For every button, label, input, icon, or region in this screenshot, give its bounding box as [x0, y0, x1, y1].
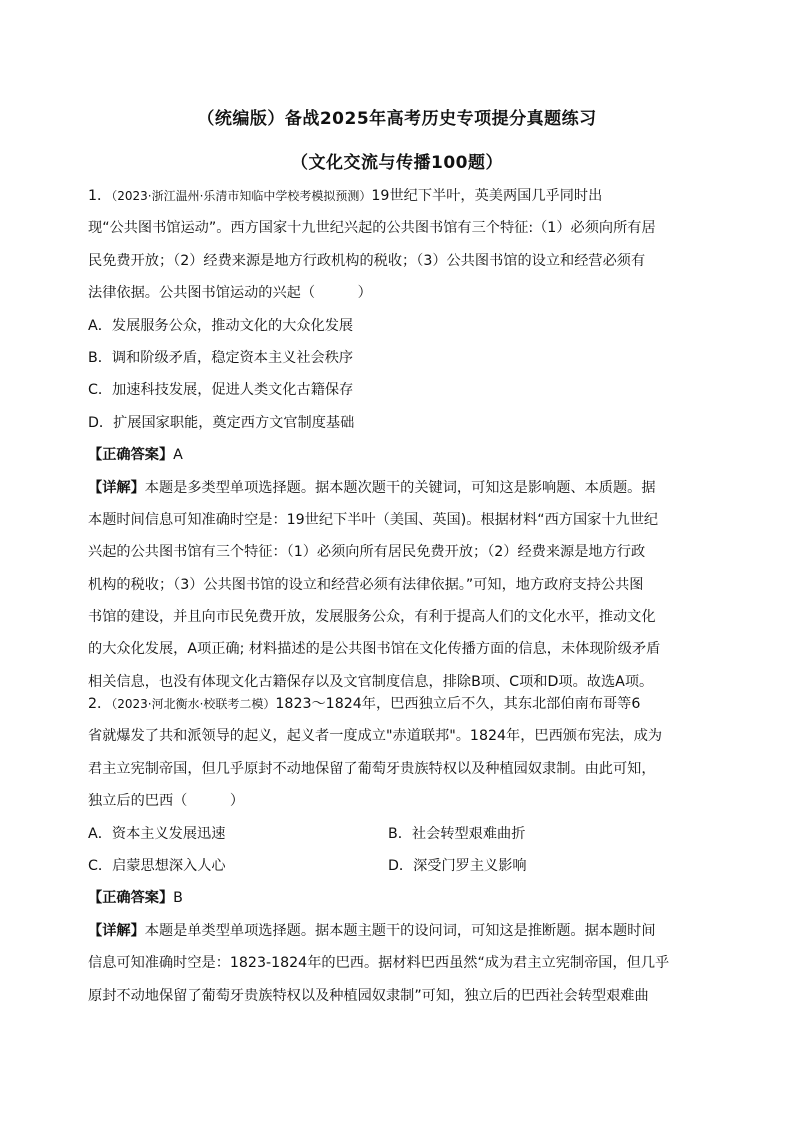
question-stem-line: 现“公共图书馆运动”。西方国家十九世纪兴起的公共图书馆有三个特征:（1）必须向所有居 [88, 220, 656, 237]
question-2 [88, 688, 698, 1012]
option-b: B．调和阶级矛盾，稳定资本主义社会秩序 [88, 349, 354, 366]
explanation-line: 本题时间信息可知准确时空是：19世纪下半叶（美国、英国)。根据材料“西方国家十九世纪 [88, 511, 659, 528]
answer-value: B [173, 890, 183, 907]
question-stem-line: 君主立宪制帝国，但几乎原封不动地保留了葡萄牙贵族特权以及种植园奴隶制。由此可知， [88, 760, 656, 777]
explanation-first-line [88, 472, 698, 504]
question-stem-text: 1823～1824年，巴西独立后不久，其东北部伯南布哥等6 [275, 696, 641, 712]
options-row-2 [88, 850, 698, 882]
explanation-line: 的大众化发展，A项正确; 材料描述的是公共图书馆在文化传播方面的信息，未体现阶级矛盾 [88, 641, 661, 658]
document-subtitle: （文化交流与传播100题） [291, 153, 503, 173]
question-stem-line: 省就爆发了共和派领导的起义，起义者一度成立"赤道联邦"。1824年，巴西颁布宪法，成为 [88, 728, 663, 745]
explanation-text: 本题是单类型单项选择题。据本题主题干的设问词，可知这是推断题。据本题时间 [144, 922, 656, 939]
explanation-first-line [88, 915, 698, 947]
document-title: （统编版）备战2025年高考历史专项提分真题练习 [197, 109, 597, 129]
explanation-text: 本题是多类型单项选择题。据本题次题干的关键词，可知这是影响题、本质题。据 [144, 479, 656, 496]
question-source: （2023·河北衡水·校联考二模） [111, 697, 276, 711]
question-number: 2． [88, 696, 112, 712]
option-d: D．深受门罗主义影响 [388, 857, 527, 874]
question-source: （2023·浙江温州·乐清市知临中学校考模拟预测） [111, 189, 372, 203]
option-c: C．启蒙思想深入人心 [88, 857, 226, 874]
answer-label: 【正确答案】 [88, 447, 174, 464]
question-1-first-line [88, 180, 698, 212]
question-stem-line: 法律依据。公共图书馆运动的兴起（ ） [88, 285, 372, 302]
option-c: C．加速科技发展，促进人类文化古籍保存 [88, 382, 354, 399]
answer-label: 【正确答案】 [88, 890, 174, 907]
explanation-label: 【详解】 [88, 922, 145, 939]
options-row-1 [88, 818, 698, 850]
option-a: A．资本主义发展迅速 [88, 825, 226, 842]
option-b: B．社会转型艰难曲折 [388, 825, 526, 842]
explanation-line: 书馆的建设，并且向市民免费开放，发展服务公众，有利于提高人们的文化水平，推动文化 [88, 609, 656, 626]
correct-answer [88, 882, 698, 914]
correct-answer [88, 439, 698, 471]
explanation-line: 原封不动地保留了葡萄牙贵族特权以及种植园奴隶制”可知，独立后的巴西社会转型艰难曲 [88, 987, 649, 1004]
question-stem-line: 独立后的巴西（ ） [88, 793, 245, 810]
question-stem-text: 19世纪下半叶，英美两国几乎同时出 [371, 188, 603, 204]
question-1 [88, 180, 698, 698]
question-2-first-line [88, 688, 698, 720]
question-number: 1． [88, 188, 112, 204]
option-a: A．发展服务公众，推动文化的大众化发展 [88, 317, 354, 334]
explanation-line: 机构的税收；（3）公共图书馆的设立和经营必须有法律依据。”可知，地方政府支持公共图 [88, 576, 644, 593]
explanation-label: 【详解】 [88, 479, 145, 496]
question-stem-line: 民免费开放；（2）经费来源是地方行政机构的税收；（3）公共图书馆的设立和经营必须有 [88, 252, 646, 269]
answer-value: A [173, 447, 183, 464]
explanation-line: 兴起的公共图书馆有三个特征：（1）必须向所有居民免费开放；（2）经费来源是地方行政 [88, 544, 646, 561]
option-d: D．扩展国家职能，奠定西方文官制度基础 [88, 414, 355, 431]
explanation-line: 相关信息，也没有体现文化古籍保存以及文官制度信息，排除B项、C项和D项。故选A项。 [88, 673, 654, 690]
explanation-line: 信息可知准确时空是：1823-1824年的巴西。据材料巴西虽然“成为君主立宪制帝国，但几乎 [88, 955, 670, 972]
